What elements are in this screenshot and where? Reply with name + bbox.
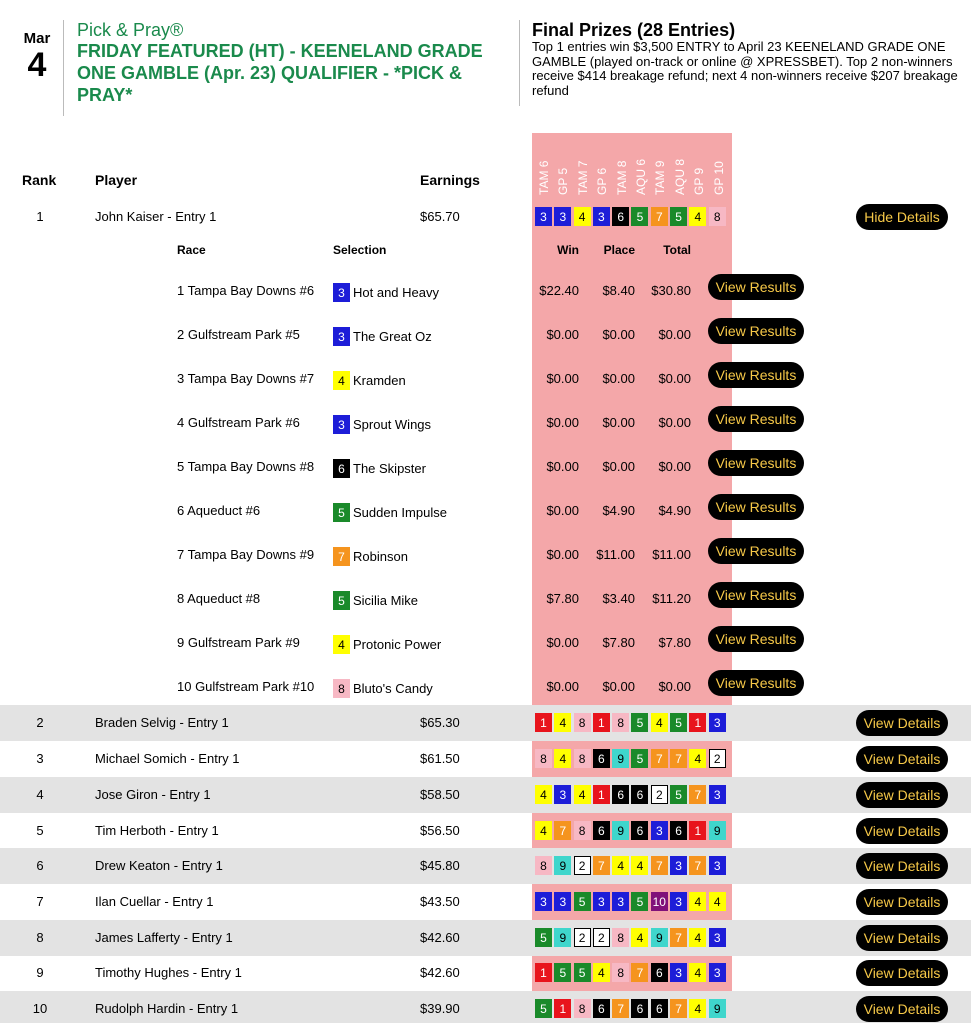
- detail-selection: [333, 547, 408, 566]
- pick-number-badge: 4: [574, 207, 591, 226]
- race-header: [536, 137, 555, 195]
- detail-place: $8.40: [602, 283, 635, 298]
- race-header: [575, 137, 594, 195]
- table-row: [0, 199, 971, 235]
- pick-number-badge: 8: [709, 207, 726, 226]
- player-picks: [535, 928, 728, 948]
- player-earnings: $45.80: [420, 858, 460, 873]
- pick-number-badge: 3: [535, 207, 552, 226]
- pick-number-badge: 8: [612, 928, 629, 947]
- pick-number-badge: 7: [689, 856, 706, 875]
- race-headers: [532, 137, 732, 195]
- pick-number-badge: 3: [593, 892, 610, 911]
- pick-number-badge: 2: [574, 856, 591, 875]
- pick-number-badge: 3: [593, 207, 610, 226]
- detail-total: $11.00: [652, 547, 691, 562]
- view-results-button[interactable]: View Results: [708, 670, 804, 696]
- pick-number-badge: 8: [535, 749, 552, 768]
- race-header-label: TAM 9: [653, 160, 668, 195]
- pick-number-badge: 1: [689, 713, 706, 732]
- prizes-block: [519, 20, 959, 106]
- detail-selection-header: Selection: [333, 243, 387, 257]
- detail-race: 7 Tampa Bay Downs #9: [177, 547, 315, 562]
- pick-number-badge: 5: [631, 713, 648, 732]
- pick-number-badge: 1: [689, 821, 706, 840]
- detail-selection: [333, 415, 431, 434]
- pick-number-badge: 9: [554, 928, 571, 947]
- view-results-button[interactable]: View Results: [708, 494, 804, 520]
- pick-number-badge: 9: [612, 749, 629, 768]
- pick-number-badge: 3: [709, 856, 726, 875]
- view-details-button[interactable]: View Details: [856, 710, 948, 736]
- detail-total: $0.00: [658, 459, 691, 474]
- pick-number-badge: 3: [670, 892, 687, 911]
- pick-number-badge: 6: [593, 821, 610, 840]
- pick-number-badge: 9: [554, 856, 571, 875]
- prizes-title: Final Prizes (28 Entries): [532, 20, 736, 40]
- detail-row: [0, 623, 971, 667]
- player-earnings: $65.30: [420, 715, 460, 730]
- player-picks: [535, 785, 728, 805]
- detail-selection: [333, 371, 406, 390]
- detail-place: $0.00: [602, 371, 635, 386]
- contest-date: [20, 30, 54, 83]
- pick-number-badge: 6: [631, 785, 648, 804]
- race-header: [555, 137, 574, 195]
- pick-number-badge: 3: [554, 892, 571, 911]
- race-header: [614, 137, 633, 195]
- pick-number-badge: 5: [535, 999, 552, 1018]
- pick-number-badge: 3: [333, 283, 350, 302]
- detail-race: 1 Tampa Bay Downs #6: [177, 283, 315, 298]
- race-header-label: GP 6: [595, 167, 610, 195]
- detail-total: $0.00: [658, 371, 691, 386]
- detail-race: 4 Gulfstream Park #6: [177, 415, 300, 430]
- player-name: James Lafferty - Entry 1: [95, 930, 233, 945]
- table-row: [0, 884, 971, 920]
- detail-selection: [333, 635, 441, 654]
- contest-name: FRIDAY FEATURED (HT) - KEENELAND GRADE ONE GAMBLE (Apr. 23) QUALIFIER - *PICK & PRAY*: [77, 41, 483, 105]
- pick-number-badge: 9: [612, 821, 629, 840]
- pick-number-badge: 4: [689, 892, 706, 911]
- pick-number-badge: 3: [554, 207, 571, 226]
- pick-number-badge: 4: [612, 856, 629, 875]
- detail-win: $0.00: [546, 371, 579, 386]
- player-name: Tim Herboth - Entry 1: [95, 823, 219, 838]
- detail-total: $7.80: [658, 635, 691, 650]
- pick-number-badge: 5: [574, 892, 591, 911]
- detail-win: $0.00: [546, 459, 579, 474]
- table-row: [0, 920, 971, 956]
- view-results-button[interactable]: View Results: [708, 362, 804, 388]
- pick-number-badge: 4: [651, 713, 668, 732]
- view-details-button[interactable]: View Details: [856, 782, 948, 808]
- detail-selection: [333, 679, 433, 698]
- pick-number-badge: 3: [709, 785, 726, 804]
- detail-row: [0, 403, 971, 447]
- view-details-button[interactable]: View Details: [856, 996, 948, 1022]
- pick-number-badge: 7: [670, 999, 687, 1018]
- player-picks: [535, 999, 728, 1019]
- race-header-label: GP 10: [711, 161, 726, 195]
- player-rank: 7: [36, 894, 44, 909]
- detail-place: $4.90: [602, 503, 635, 518]
- detail-place: $11.00: [596, 547, 635, 562]
- player-name: Timothy Hughes - Entry 1: [95, 965, 242, 980]
- detail-row: [0, 271, 971, 315]
- pick-number-badge: 5: [631, 207, 648, 226]
- player-rank: 9: [36, 965, 44, 980]
- detail-total: $11.20: [652, 591, 691, 606]
- pick-number-badge: 7: [651, 207, 668, 226]
- contest-brand: Pick & Pray®: [77, 20, 184, 40]
- detail-total: $0.00: [658, 415, 691, 430]
- view-results-button[interactable]: View Results: [708, 450, 804, 476]
- detail-row: [0, 315, 971, 359]
- player-rank: 6: [36, 858, 44, 873]
- pick-number-badge: 5: [670, 713, 687, 732]
- pick-number-badge: 7: [670, 749, 687, 768]
- pick-number-badge: 4: [689, 999, 706, 1018]
- view-results-button[interactable]: View Results: [708, 538, 804, 564]
- detail-win: $0.00: [546, 679, 579, 694]
- contest-header: [0, 0, 971, 130]
- player-rank: 10: [32, 1001, 48, 1016]
- pick-number-badge: 6: [593, 749, 610, 768]
- pick-number-badge: 6: [651, 999, 668, 1018]
- detail-total-header: Total: [663, 243, 691, 257]
- pick-number-badge: 7: [631, 963, 648, 982]
- player-picks: [535, 713, 728, 733]
- table-row: [0, 955, 971, 991]
- detail-horse-name: Kramden: [353, 373, 406, 388]
- pick-number-badge: 1: [593, 785, 610, 804]
- table-row: [0, 777, 971, 813]
- player-picks: [535, 892, 728, 912]
- player-rank: 5: [36, 823, 44, 838]
- player-earnings: $42.60: [420, 965, 460, 980]
- detail-selection: [333, 503, 447, 522]
- detail-place: $0.00: [602, 327, 635, 342]
- table-row: [0, 991, 971, 1023]
- player-name: Michael Somich - Entry 1: [95, 751, 240, 766]
- pick-number-badge: 8: [574, 713, 591, 732]
- pick-number-badge: 5: [631, 892, 648, 911]
- player-earnings: $42.60: [420, 930, 460, 945]
- pick-number-badge: 6: [631, 821, 648, 840]
- player-picks: [535, 749, 728, 769]
- detail-total: $4.90: [658, 503, 691, 518]
- detail-row: [0, 447, 971, 491]
- detail-selection: [333, 283, 439, 302]
- detail-place: $7.80: [602, 635, 635, 650]
- pick-number-badge: 4: [631, 928, 648, 947]
- race-header: [633, 137, 652, 195]
- detail-win: $0.00: [546, 327, 579, 342]
- player-earnings: $39.90: [420, 1001, 460, 1016]
- race-header-label: GP 5: [556, 167, 571, 195]
- player-rank: 2: [36, 715, 44, 730]
- detail-race: 6 Aqueduct #6: [177, 503, 261, 518]
- detail-selection: [333, 591, 418, 610]
- pick-number-badge: 7: [689, 785, 706, 804]
- prizes-description: Top 1 entries win $3,500 ENTRY to April 23 KEENELAND GRADE ONE GAMBLE (played on-track or online @ XPRESSBET). Top 2 non-winners receive $414 breakage refund; next 4 non-winners receive $207 breakage refund: [532, 39, 958, 98]
- pick-number-badge: 3: [535, 892, 552, 911]
- race-header-label: AQU 6: [634, 158, 648, 195]
- detail-selection: [333, 327, 432, 346]
- table-row: [0, 848, 971, 884]
- pick-number-badge: 5: [535, 928, 552, 947]
- detail-total: $0.00: [658, 679, 691, 694]
- detail-win: $0.00: [546, 415, 579, 430]
- pick-number-badge: 4: [554, 713, 571, 732]
- rank-column-header: Rank: [22, 172, 57, 188]
- pick-number-badge: 4: [689, 207, 706, 226]
- detail-race: 8 Aqueduct #8: [177, 591, 261, 606]
- view-details-button[interactable]: View Details: [856, 746, 948, 772]
- detail-win-header: Win: [557, 243, 579, 257]
- player-name: Drew Keaton - Entry 1: [95, 858, 223, 873]
- player-picks: [535, 963, 728, 983]
- pick-number-badge: 4: [689, 963, 706, 982]
- player-picks: [535, 821, 728, 841]
- date-day: 4: [27, 46, 47, 84]
- detail-place-header: Place: [603, 243, 635, 257]
- player-earnings: $43.50: [420, 894, 460, 909]
- player-earnings: $56.50: [420, 823, 460, 838]
- hide-details-button[interactable]: Hide Details: [856, 204, 948, 230]
- pick-number-badge: 3: [709, 928, 726, 947]
- detail-total: $30.80: [651, 283, 691, 298]
- detail-place: $0.00: [602, 679, 635, 694]
- race-header: [691, 137, 710, 195]
- player-rank: 1: [36, 209, 44, 224]
- view-details-button[interactable]: View Details: [856, 818, 948, 844]
- pick-number-badge: 8: [574, 999, 591, 1018]
- view-results-button[interactable]: View Results: [708, 318, 804, 344]
- pick-number-badge: 10: [651, 892, 668, 911]
- detail-horse-name: Robinson: [353, 549, 408, 564]
- pick-number-badge: 4: [631, 856, 648, 875]
- pick-number-badge: 7: [651, 749, 668, 768]
- player-earnings: $58.50: [420, 787, 460, 802]
- player-rank: 8: [36, 930, 44, 945]
- pick-number-badge: 2: [593, 928, 610, 947]
- pick-number-badge: 5: [631, 749, 648, 768]
- date-month: Mar: [23, 30, 51, 47]
- pick-number-badge: 7: [670, 928, 687, 947]
- detail-race: 10 Gulfstream Park #10: [177, 679, 315, 694]
- detail-place: $3.40: [602, 591, 635, 606]
- view-details-button[interactable]: View Details: [856, 853, 948, 879]
- race-header-label: AQU 8: [672, 158, 687, 195]
- detail-race: 2 Gulfstream Park #5: [177, 327, 300, 342]
- detail-horse-name: The Skipster: [353, 461, 426, 476]
- pick-number-badge: 2: [574, 928, 591, 947]
- pick-number-badge: 8: [574, 749, 591, 768]
- pick-number-badge: 6: [612, 785, 629, 804]
- table-row: [0, 813, 971, 849]
- pick-number-badge: 5: [670, 207, 687, 226]
- detail-win: $7.80: [546, 591, 579, 606]
- player-name: John Kaiser - Entry 1: [95, 209, 217, 224]
- pick-number-badge: 5: [554, 963, 571, 982]
- detail-race: 5 Tampa Bay Downs #8: [177, 459, 315, 474]
- pick-number-badge: 3: [670, 963, 687, 982]
- pick-number-badge: 6: [651, 963, 668, 982]
- player-picks: [535, 856, 728, 876]
- pick-number-badge: 4: [535, 821, 552, 840]
- detail-horse-name: Sudden Impulse: [353, 505, 447, 520]
- pick-number-badge: 8: [574, 821, 591, 840]
- detail-horse-name: Sprout Wings: [353, 417, 432, 432]
- pick-number-badge: 4: [709, 892, 726, 911]
- detail-race: 9 Gulfstream Park #9: [177, 635, 300, 650]
- race-header-label: TAM 6: [537, 160, 551, 195]
- player-earnings: $65.70: [420, 209, 460, 224]
- detail-row: [0, 359, 971, 403]
- player-name: Jose Giron - Entry 1: [95, 787, 211, 802]
- detail-row: [0, 535, 971, 579]
- player-picks: [535, 207, 728, 227]
- view-results-button[interactable]: View Results: [708, 626, 804, 652]
- race-header: [672, 137, 691, 195]
- pick-number-badge: 5: [333, 591, 350, 610]
- pick-number-badge: 9: [709, 821, 726, 840]
- race-header-label: TAM 8: [614, 160, 629, 195]
- player-earnings: $61.50: [420, 751, 460, 766]
- pick-number-badge: 7: [612, 999, 629, 1018]
- detail-place: $0.00: [602, 415, 635, 430]
- pick-number-badge: 2: [709, 749, 726, 768]
- detail-horse-name: Bluto's Candy: [353, 681, 433, 696]
- detail-horse-name: Hot and Heavy: [353, 285, 439, 300]
- pick-number-badge: 4: [333, 371, 350, 390]
- detail-selection: [333, 459, 426, 478]
- pick-number-badge: 9: [651, 928, 668, 947]
- pick-number-badge: 6: [670, 821, 687, 840]
- pick-number-badge: 5: [333, 503, 350, 522]
- pick-number-badge: 4: [574, 785, 591, 804]
- race-header-label: GP 9: [692, 167, 707, 195]
- pick-number-badge: 1: [554, 999, 571, 1018]
- pick-number-badge: 3: [333, 415, 350, 434]
- race-header: [652, 137, 671, 195]
- pick-number-badge: 4: [593, 963, 610, 982]
- pick-number-badge: 4: [333, 635, 350, 654]
- pick-number-badge: 3: [333, 327, 350, 346]
- detail-race: 3 Tampa Bay Downs #7: [177, 371, 315, 386]
- detail-win: $22.40: [539, 283, 579, 298]
- detail-win: $0.00: [546, 635, 579, 650]
- pick-number-badge: 8: [612, 963, 629, 982]
- table-row: [0, 741, 971, 777]
- detail-race-header: Race: [177, 243, 206, 257]
- view-details-button[interactable]: View Details: [856, 925, 948, 951]
- pick-number-badge: 5: [574, 963, 591, 982]
- pick-number-badge: 7: [333, 547, 350, 566]
- player-rank: 4: [36, 787, 44, 802]
- pick-number-badge: 6: [612, 207, 629, 226]
- pick-number-badge: 6: [631, 999, 648, 1018]
- pick-number-badge: 4: [689, 749, 706, 768]
- pick-number-badge: 7: [593, 856, 610, 875]
- pick-number-badge: 3: [554, 785, 571, 804]
- player-column-header: Player: [95, 172, 138, 188]
- race-header: [594, 137, 613, 195]
- pick-number-badge: 8: [333, 679, 350, 698]
- pick-number-badge: 7: [651, 856, 668, 875]
- detail-row: [0, 579, 971, 623]
- view-results-button[interactable]: View Results: [708, 582, 804, 608]
- pick-number-badge: 3: [612, 892, 629, 911]
- pick-number-badge: 9: [709, 999, 726, 1018]
- pick-number-badge: 1: [535, 713, 552, 732]
- race-header-label: TAM 7: [575, 160, 590, 195]
- detail-place: $0.00: [602, 459, 635, 474]
- pick-number-badge: 5: [670, 785, 687, 804]
- pick-number-badge: 2: [651, 785, 668, 804]
- pick-number-badge: 8: [535, 856, 552, 875]
- detail-win: $0.00: [546, 547, 579, 562]
- pick-number-badge: 7: [554, 821, 571, 840]
- detail-row: [0, 667, 971, 711]
- view-details-button[interactable]: View Details: [856, 889, 948, 915]
- view-results-button[interactable]: View Results: [708, 406, 804, 432]
- pick-number-badge: 6: [333, 459, 350, 478]
- detail-horse-name: The Great Oz: [353, 329, 432, 344]
- view-results-button[interactable]: View Results: [708, 274, 804, 300]
- view-details-button[interactable]: View Details: [856, 960, 948, 986]
- pick-number-badge: 3: [709, 713, 726, 732]
- player-name: Braden Selvig - Entry 1: [95, 715, 229, 730]
- contest-title-block: [63, 20, 513, 116]
- pick-number-badge: 8: [612, 713, 629, 732]
- pick-number-badge: 1: [535, 963, 552, 982]
- player-rank: 3: [36, 751, 44, 766]
- pick-number-badge: 4: [554, 749, 571, 768]
- detail-row: [0, 491, 971, 535]
- detail-horse-name: Sicilia Mike: [353, 593, 419, 608]
- player-name: Rudolph Hardin - Entry 1: [95, 1001, 239, 1016]
- pick-number-badge: 4: [535, 785, 552, 804]
- detail-win: $0.00: [546, 503, 579, 518]
- pick-number-badge: 3: [651, 821, 668, 840]
- race-header: [711, 137, 730, 195]
- detail-total: $0.00: [658, 327, 691, 342]
- earnings-column-header: Earnings: [420, 172, 480, 188]
- detail-horse-name: Protonic Power: [353, 637, 442, 652]
- pick-number-badge: 4: [689, 928, 706, 947]
- pick-number-badge: 3: [670, 856, 687, 875]
- pick-number-badge: 6: [593, 999, 610, 1018]
- pick-number-badge: 3: [709, 963, 726, 982]
- player-name: Ilan Cuellar - Entry 1: [95, 894, 214, 909]
- pick-number-badge: 1: [593, 713, 610, 732]
